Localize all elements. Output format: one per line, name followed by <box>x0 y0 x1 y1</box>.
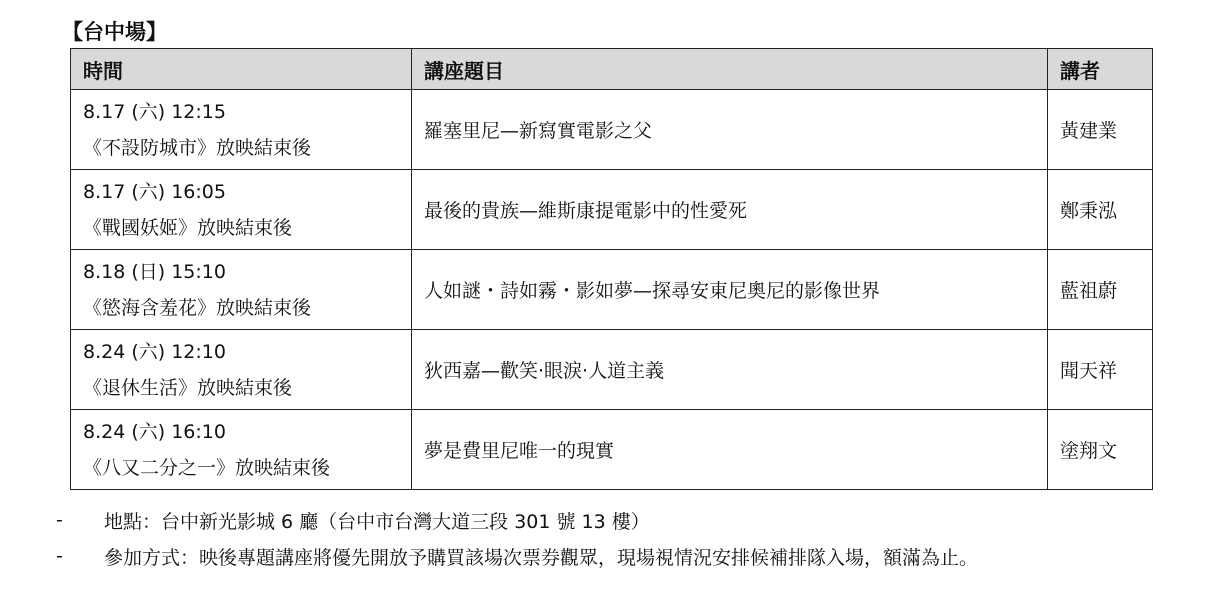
header-speaker: 講者 <box>1048 49 1153 90</box>
time-cell <box>71 170 412 250</box>
time-screening: 《八又二分之一》放映結束後 <box>83 456 331 479</box>
speaker-cell: 藍祖蔚 <box>1048 250 1153 330</box>
note-text: 地點：台中新光影城 6 廳（台中市台灣大道三段 301 號 13 樓） <box>104 510 650 533</box>
topic-cell: 羅塞里尼—新寫實電影之父 <box>412 90 1048 170</box>
lecture-schedule-table <box>70 48 1153 490</box>
time-cell <box>71 90 412 170</box>
time-date: 8.17 (六) 12:15 <box>83 100 226 123</box>
speaker-cell: 塗翔文 <box>1048 410 1153 490</box>
speaker-cell: 鄭秉泓 <box>1048 170 1153 250</box>
note-bullet: - <box>56 509 63 531</box>
table-row <box>71 170 1153 250</box>
note-text: 參加方式：映後專題講座將優先開放予購買該場次票券觀眾，現場視情況安排候補排隊入場，額滿為止。 <box>104 546 979 569</box>
table-row <box>71 90 1153 170</box>
speaker-cell: 黃建業 <box>1048 90 1153 170</box>
table-row <box>71 410 1153 490</box>
time-cell <box>71 330 412 410</box>
time-screening: 《慾海含羞花》放映結束後 <box>83 296 312 319</box>
note-location <box>56 502 978 538</box>
header-topic: 講座題目 <box>412 49 1048 90</box>
table-header-row <box>71 49 1153 90</box>
table-row <box>71 330 1153 410</box>
time-date: 8.17 (六) 16:05 <box>83 180 226 203</box>
time-cell <box>71 250 412 330</box>
header-time: 時間 <box>71 49 412 90</box>
topic-cell: 人如謎・詩如霧・影如夢—探尋安東尼奧尼的影像世界 <box>412 250 1048 330</box>
topic-cell: 夢是費里尼唯一的現實 <box>412 410 1048 490</box>
section-title: 【台中場】 <box>62 20 167 44</box>
time-screening: 《戰國妖姬》放映結束後 <box>83 216 293 239</box>
table-row <box>71 250 1153 330</box>
time-date: 8.24 (六) 12:10 <box>83 340 226 363</box>
notes-list <box>56 502 978 574</box>
note-participation <box>56 538 978 574</box>
time-date: 8.24 (六) 16:10 <box>83 420 226 443</box>
time-screening: 《不設防城市》放映結束後 <box>83 136 312 159</box>
speaker-cell: 聞天祥 <box>1048 330 1153 410</box>
time-date: 8.18 (日) 15:10 <box>83 260 226 283</box>
note-bullet: - <box>56 545 63 567</box>
time-cell <box>71 410 412 490</box>
topic-cell: 狄西嘉—歡笑‧眼淚‧人道主義 <box>412 330 1048 410</box>
time-screening: 《退休生活》放映結束後 <box>83 376 293 399</box>
topic-cell: 最後的貴族—維斯康提電影中的性愛死 <box>412 170 1048 250</box>
